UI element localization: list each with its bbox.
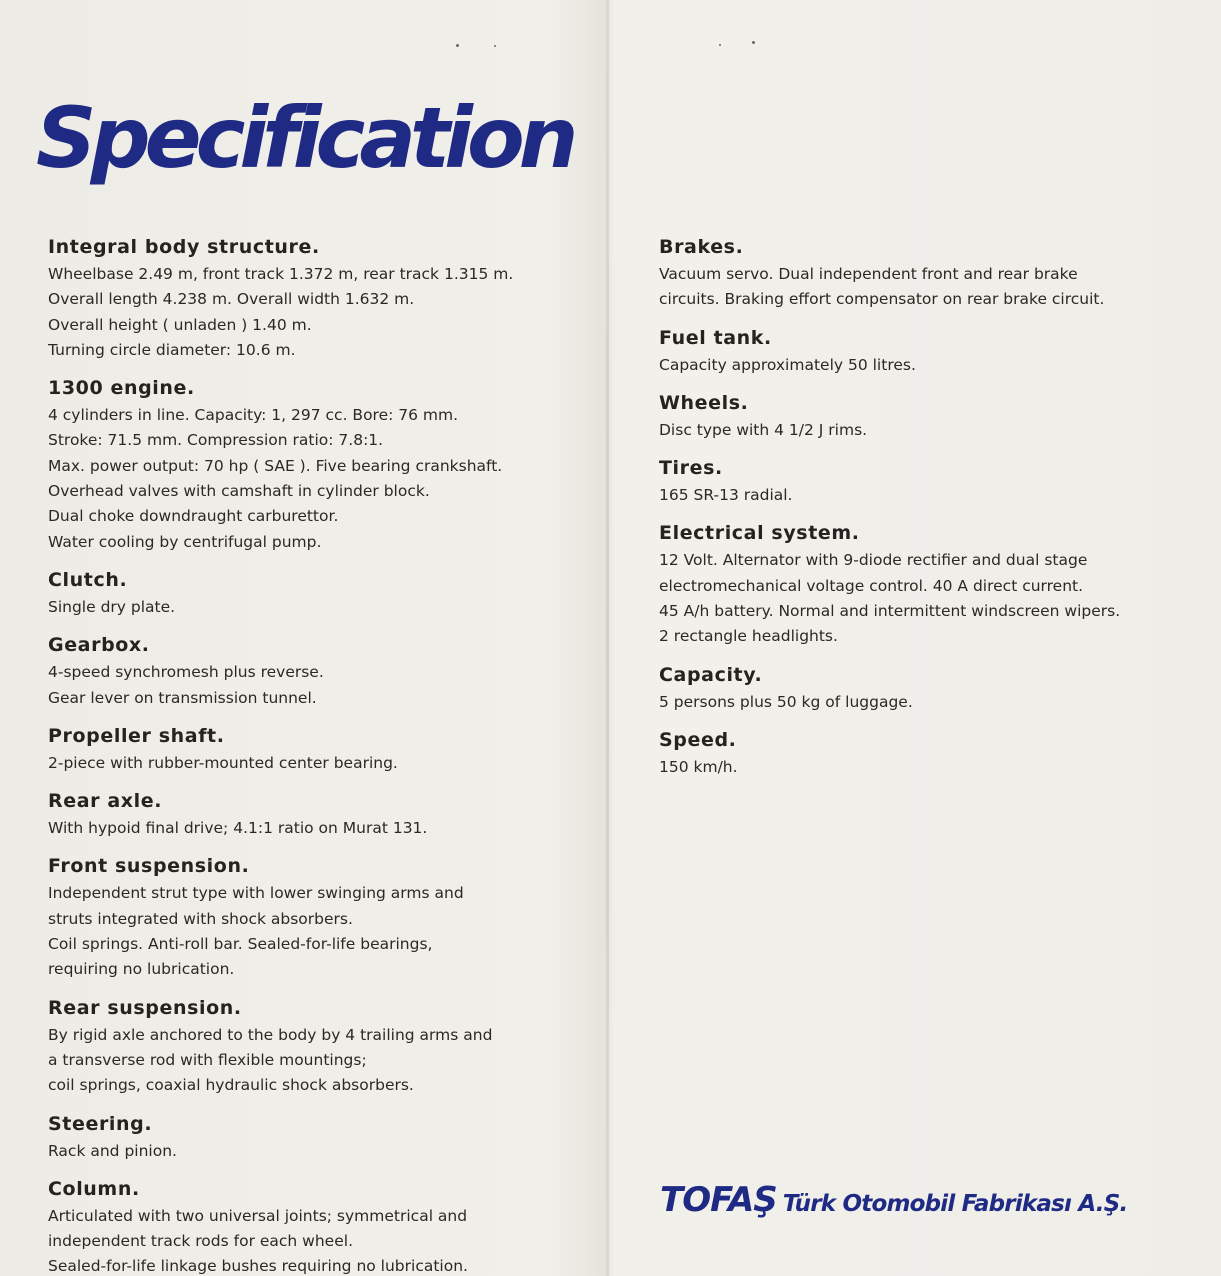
page-fold [606,0,609,1276]
paper-speck [456,44,459,47]
spec-line: independent track rods for each wheel. [48,1232,353,1251]
spec-section [48,232,593,363]
spec-heading: Capacity. [659,663,763,686]
spec-line: Single dry plate. [48,597,176,616]
spec-heading: Gearbox. [48,634,150,657]
spec-heading: Clutch. [48,568,128,591]
spec-section [48,565,593,620]
spec-heading: Wheels. [659,391,749,414]
spec-section [659,232,1189,313]
spec-line: circuits. Braking effort compensator on rear brake circuit. [659,290,1105,309]
spec-line: Overhead valves with camshaft in cylinder block. [48,482,430,501]
spec-line: By rigid axle anchored to the body by 4 trailing arms and [48,1025,493,1044]
spec-heading: Electrical system. [659,522,860,545]
spec-heading: Propeller shaft. [48,724,225,747]
spec-line: Max. power output: 70 hp ( SAE ). Five bearing crankshaft. [48,456,503,475]
spec-heading: Fuel tank. [659,326,772,349]
paper-speck [719,44,721,46]
spec-heading: Brakes. [659,236,744,258]
spec-line: struts integrated with shock absorbers. [48,909,353,928]
spec-line: 165 SR-13 radial. [659,486,793,505]
spec-line: electromechanical voltage control. 40 A direct current. [659,576,1084,595]
spec-line: Independent strut type with lower swinging arms and [48,884,464,903]
spec-line: requiring no lubrication. [48,960,235,979]
spec-line: Articulated with two universal joints; symmetrical and [48,1206,468,1225]
spec-line: 4 cylinders in line. Capacity: 1, 297 cc. Bore: 76 mm. [48,406,459,425]
spec-line: Sealed-for-life linkage bushes requiring no lubrication. [48,1257,468,1276]
right-column [659,232,1189,790]
spec-line: Wheelbase 2.49 m, front track 1.372 m, rear track 1.315 m. [48,265,514,283]
spec-section [48,851,593,982]
spec-line: Gear lever on transmission tunnel. [48,688,317,707]
brand-name: TOFAŞ [660,1180,777,1220]
spec-line: Disc type with 4 1/2 J rims. [659,420,868,439]
page-title: Specification [36,89,573,187]
spec-section [659,518,1189,649]
spec-section [48,373,593,555]
spec-line: Turning circle diameter: 10.6 m. [48,340,296,359]
spec-line: 2-piece with rubber-mounted center bearing. [48,753,398,772]
spec-line: 150 km/h. [659,757,738,776]
company-name: Türk Otomobil Fabrikası A.Ş. [782,1191,1128,1217]
spec-heading: Rear axle. [48,790,163,813]
spec-section [48,630,593,711]
spec-heading: 1300 engine. [48,377,195,400]
spec-line: Capacity approximately 50 litres. [659,355,916,374]
spec-heading: Front suspension. [48,855,250,878]
left-column [48,232,593,1276]
paper-speck [752,41,755,44]
spec-section [48,993,593,1099]
spec-section [659,388,1189,443]
spec-section [48,786,593,841]
spec-line: Rack and pinion. [48,1141,177,1160]
spec-heading: Speed. [659,728,737,751]
spec-line: a transverse rod with flexible mountings; [48,1050,367,1069]
spec-section [48,1174,593,1276]
spec-heading: Column. [48,1177,140,1200]
paper-speck [494,45,496,47]
spec-line: 12 Volt. Alternator with 9-diode rectifier and dual stage [659,551,1088,570]
spec-section [659,660,1189,715]
spec-line: Dual choke downdraught carburettor. [48,507,339,526]
spec-heading: Tires. [659,457,723,480]
spec-line: 2 rectangle headlights. [659,627,838,646]
spec-line: 5 persons plus 50 kg of luggage. [659,692,913,711]
spec-line: Overall length 4.238 m. Overall width 1.632 m. [48,290,415,309]
footer-logo [660,1180,1127,1220]
spec-line: Water cooling by centrifugal pump. [48,532,322,551]
spec-heading: Steering. [48,1112,153,1135]
spec-section [659,725,1189,780]
spec-section [659,323,1189,378]
spec-section [659,453,1189,508]
spec-heading: Rear suspension. [48,996,242,1019]
spec-heading: Integral body structure. [48,236,320,258]
spec-line: coil springs, coaxial hydraulic shock absorbers. [48,1076,414,1095]
spec-line: Coil springs. Anti-roll bar. Sealed-for-life bearings, [48,935,433,954]
spec-section [48,721,593,776]
spec-line: With hypoid final drive; 4.1:1 ratio on Murat 131. [48,819,428,838]
spec-line: Stroke: 71.5 mm. Compression ratio: 7.8:1. [48,431,384,450]
spec-line: 45 A/h battery. Normal and intermittent windscreen wipers. [659,602,1121,621]
spec-line: 4-speed synchromesh plus reverse. [48,663,324,682]
spec-line: Overall height ( unladen ) 1.40 m. [48,315,312,334]
spec-section [48,1109,593,1164]
spec-line: Vacuum servo. Dual independent front and rear brake [659,265,1078,283]
